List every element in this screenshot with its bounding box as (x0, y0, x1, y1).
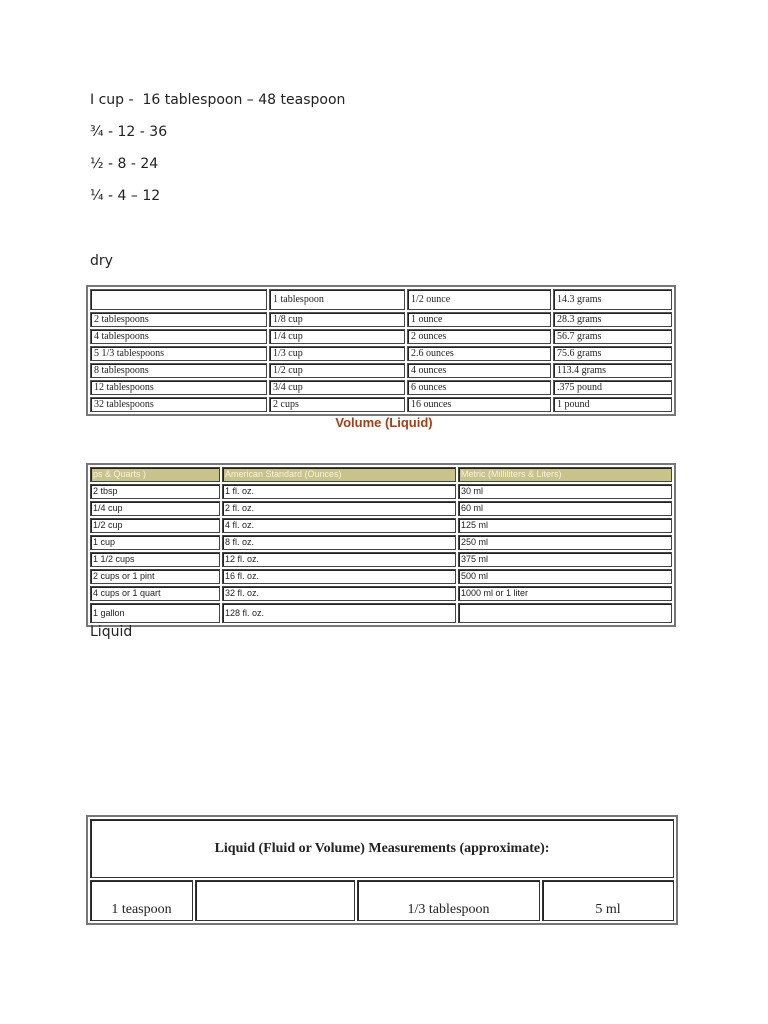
column-header: ps & Quarts ) (90, 467, 220, 482)
table-cell: 500 ml (458, 569, 672, 584)
table-cell: 12 fl. oz. (222, 552, 456, 567)
table-cell: 1000 ml or 1 liter (458, 586, 672, 601)
table-cell: 32 fl. oz. (222, 586, 456, 601)
dry-measurements-table (86, 285, 676, 416)
table-cell: 1/2 ounce (407, 289, 551, 310)
table-cell: 1 cup (90, 535, 220, 550)
table-row (90, 329, 672, 344)
table-cell: 4 tablespoons (90, 329, 267, 344)
table-cell: 125 ml (458, 518, 672, 533)
table-caption-row (90, 819, 674, 878)
table-cell: 5 ml (542, 880, 674, 921)
table-cell (195, 880, 355, 921)
table-cell (90, 289, 267, 310)
table-cell: 1/4 cup (90, 501, 220, 516)
table-cell: 375 ml (458, 552, 672, 567)
table-cell: 1/8 cup (269, 312, 405, 327)
intro-line-2: ¾ - 12 - 36 (90, 124, 168, 140)
table-row (90, 552, 672, 567)
table-row (90, 346, 672, 361)
table-cell: 2.6 ounces (407, 346, 551, 361)
table-cell: 1 fl. oz. (222, 484, 456, 499)
table-cell: 113.4 grams (553, 363, 672, 378)
table-cell: 16 ounces (407, 397, 551, 412)
table-cell: 1/3 tablespoon (357, 880, 540, 921)
table-cell: 6 ounces (407, 380, 551, 395)
table-row (90, 397, 672, 412)
table-cell: 28.3 grams (553, 312, 672, 327)
table-cell: 8 fl. oz. (222, 535, 456, 550)
column-header: Metric (Milliliters & Liters) (458, 467, 672, 482)
table-cell: 1/4 cup (269, 329, 405, 344)
table-cell: 5 1/3 tablespoons (90, 346, 267, 361)
table-row (90, 603, 672, 623)
table-row (90, 586, 672, 601)
table-cell: 4 fl. oz. (222, 518, 456, 533)
table-cell: 1 gallon (90, 603, 220, 623)
table-row (90, 569, 672, 584)
table-row (90, 535, 672, 550)
table-row (90, 501, 672, 516)
intro-line-3: ½ - 8 - 24 (90, 156, 159, 172)
dry-label: dry (90, 253, 113, 269)
table-cell: 250 ml (458, 535, 672, 550)
table-row (90, 363, 672, 378)
table-row (90, 312, 672, 327)
table-cell: 1 teaspoon (90, 880, 193, 921)
table-cell: 3/4 cup (269, 380, 405, 395)
table-cell: 4 cups or 1 quart (90, 586, 220, 601)
table-cell: 75.6 grams (553, 346, 672, 361)
table-cell: 1 pound (553, 397, 672, 412)
table-cell: 1/3 cup (269, 346, 405, 361)
table-row (90, 518, 672, 533)
table-cell: 1 ounce (407, 312, 551, 327)
table-cell: 2 tbsp (90, 484, 220, 499)
table-cell (458, 603, 672, 623)
table-caption: Liquid (Fluid or Volume) Measurements (approximate): (90, 819, 674, 878)
table-row (90, 484, 672, 499)
table-cell: 2 tablespoons (90, 312, 267, 327)
table-row (90, 289, 672, 310)
table-cell: 2 ounces (407, 329, 551, 344)
table-row (90, 380, 672, 395)
table-cell: 1 1/2 cups (90, 552, 220, 567)
table-cell: 56.7 grams (553, 329, 672, 344)
table-cell: 30 ml (458, 484, 672, 499)
table-cell: 128 fl. oz. (222, 603, 456, 623)
table-cell: 8 tablespoons (90, 363, 267, 378)
table-cell: 1/2 cup (269, 363, 405, 378)
fluid-volume-table (86, 815, 678, 925)
table-cell: 16 fl. oz. (222, 569, 456, 584)
table-cell: 32 tablespoons (90, 397, 267, 412)
table-cell: .375 pound (553, 380, 672, 395)
table-cell: 12 tablespoons (90, 380, 267, 395)
liquid-label: Liquid (90, 624, 133, 640)
liquid-measurements-table (86, 463, 676, 627)
table-cell: 1/2 cup (90, 518, 220, 533)
intro-line-4: ¼ - 4 – 12 (90, 188, 161, 204)
table-row (90, 880, 674, 921)
column-header: American Standard (Ounces) (222, 467, 456, 482)
table-cell: 2 cups (269, 397, 405, 412)
table-cell: 60 ml (458, 501, 672, 516)
table-header-row (90, 467, 672, 482)
table-cell: 2 cups or 1 pint (90, 569, 220, 584)
intro-line-1: I cup - 16 tablespoon – 48 teaspoon (90, 92, 346, 108)
table-cell: 2 fl. oz. (222, 501, 456, 516)
volume-liquid-title: Volume (Liquid) (335, 415, 433, 430)
table-cell: 1 tablespoon (269, 289, 405, 310)
table-cell: 4 ounces (407, 363, 551, 378)
table-cell: 14.3 grams (553, 289, 672, 310)
